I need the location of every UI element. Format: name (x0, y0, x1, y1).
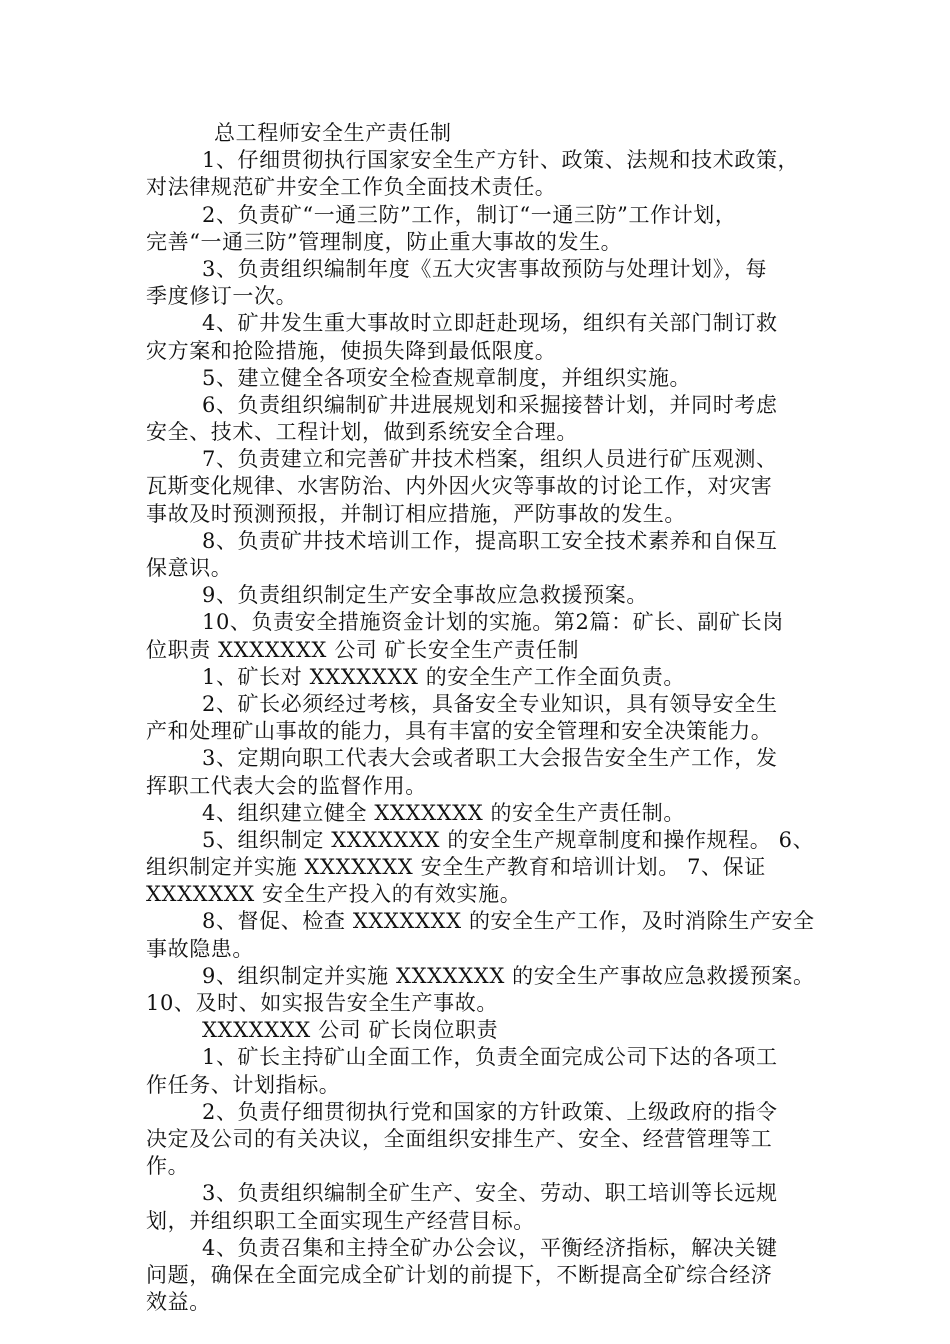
document-title: 总工程师安全生产责任制 (214, 121, 452, 145)
text-line: 2、负责矿“一通三防”工作，制订“一通三防”工作计划， (202, 202, 737, 227)
text-line: 2、矿长必须经过考核，具备安全专业知识，具有领导安全生 (202, 691, 778, 716)
text-line: 产和处理矿山事故的能力，具有丰富的安全管理和安全决策能力。 (146, 719, 773, 744)
text-line: 5、组织制定 XXXXXXX 的安全生产规章制度和操作规程。 6、 (202, 827, 815, 852)
text-line: 季度修订一次。 (146, 284, 298, 309)
text-line: 安全、技术、工程计划，做到系统安全合理。 (146, 420, 578, 445)
text-line: 划，并组织职工全面实现生产经营目标。 (146, 1208, 535, 1233)
text-line: 9、负责组织制定生产安全事故应急救援预案。 (202, 583, 648, 608)
text-line: 决定及公司的有关决议，全面组织安排生产、安全、经营管理等工 (146, 1126, 773, 1151)
text-line: 保意识。 (146, 556, 233, 580)
text-line: 5、建立健全各项安全检查规章制度，并组织实施。 (202, 365, 692, 390)
text-line: 3、负责组织编制年度《五大灾害事故预防与处理计划》，每 (202, 256, 768, 281)
text-line: 1、矿长对 XXXXXXX 的安全生产工作全面负责。 (202, 664, 685, 689)
text-line: 问题，确保在全面完成全矿计划的前提下，不断提高全矿综合经济 (146, 1262, 773, 1287)
text-line: 1、矿长主持矿山全面工作，负责全面完成公司下达的各项工 (202, 1045, 778, 1070)
text-line: 3、负责组织编制全矿生产、安全、劳动、职工培训等长远规 (202, 1181, 778, 1206)
text-line: 4、组织建立健全 XXXXXXX 的安全生产责任制。 (202, 800, 685, 825)
text-line: 效益。 (146, 1290, 211, 1315)
text-line: 位职责 XXXXXXX 公司 矿长安全生产责任制 (146, 637, 580, 662)
document-page (146, 120, 815, 1316)
text-line: 8、负责矿井技术培训工作，提高职工安全技术素养和自保互 (202, 528, 778, 553)
text-line: 4、矿井发生重大事故时立即赶赴现场，组织有关部门制订救 (202, 311, 778, 336)
text-line: 7、负责建立和完善矿井技术档案，组织人员进行矿压观测、 (202, 447, 778, 472)
text-line: XXXXXXX 公司 矿长岗位职责 (202, 1018, 499, 1043)
text-line: XXXXXXX 安全生产投入的有效实施。 (146, 882, 522, 907)
text-line: 2、负责仔细贯彻执行党和国家的方针政策、上级政府的指令 (202, 1099, 778, 1124)
text-line: 1、仔细贯彻执行国家安全生产方针、政策、法规和技术政策， (202, 148, 800, 173)
text-line: 作任务、计划指标。 (146, 1072, 341, 1097)
text-line: 3、定期向职工代表大会或者职工大会报告安全生产工作，发 (202, 746, 778, 771)
text-line: 4、负责召集和主持全矿办公会议，平衡经济指标，解决关键 (202, 1235, 778, 1260)
document-body (146, 147, 815, 1316)
text-line: 对法律规范矿井安全工作负全面技术责任。 (146, 175, 557, 200)
text-line: 灾方案和抢险措施，使损失降到最低限度。 (146, 338, 557, 363)
text-line: 事故及时预测预报，并制订相应措施，严防事故的发生。 (146, 501, 686, 526)
text-line: 组织制定并实施 XXXXXXX 安全生产教育和培训计划。 7、保证 (146, 855, 766, 880)
text-line: 6、负责组织编制矿井进展规划和采掘接替计划，并同时考虑 (202, 392, 778, 417)
text-line: 挥职工代表大会的监督作用。 (146, 773, 427, 798)
text-line: 瓦斯变化规律、水害防治、内外因火灾等事故的讨论工作，对灾害 (146, 474, 773, 499)
text-line: 完善“一通三防”管理制度，防止重大事故的发生。 (146, 229, 623, 254)
text-line: 9、组织制定并实施 XXXXXXX 的安全生产事故应急救援预案。 (202, 963, 815, 988)
text-line: 事故隐患。 (146, 936, 254, 961)
text-line: 作。 (146, 1154, 190, 1179)
text-line: 10、负责安全措施资金计划的实施。第2篇：矿长、副矿长岗 (202, 610, 784, 635)
text-line: 8、督促、检查 XXXXXXX 的安全生产工作，及时消除生产安全 (202, 909, 815, 934)
text-line: 10、及时、如实报告安全生产事故。 (146, 991, 498, 1015)
